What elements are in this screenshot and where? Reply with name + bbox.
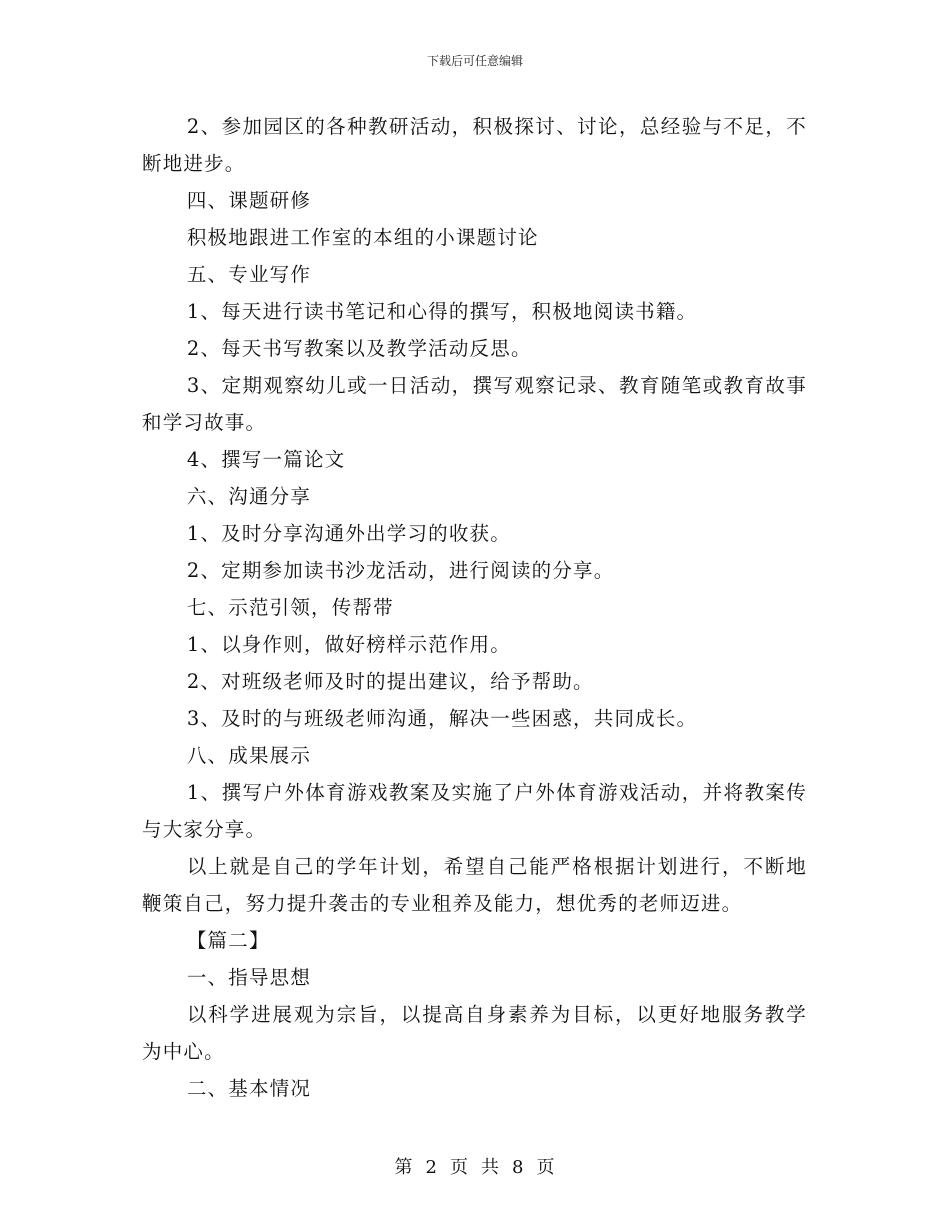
paragraph: 2、定期参加读书沙龙活动，进行阅读的分享。 [186, 559, 615, 582]
paragraph: 2、对班级老师及时的提出建议，给予帮助。 [186, 670, 594, 693]
page-header-note: 下载后可任意编辑 [426, 54, 523, 68]
paragraph: 以上就是自己的学年计划，希望自己能严格根据计划进行，不断地鞭策自己，努力提升袭击的专业租养及能力，想优秀的老师迈进。 [142, 855, 807, 915]
footer-current-page: 2 [425, 1157, 438, 1178]
document-body [142, 108, 807, 1107]
footer-label-total-unit: 页 [536, 1157, 556, 1178]
section-heading: 八、成果展示 [186, 744, 312, 767]
section-heading: 六、沟通分享 [186, 485, 312, 508]
footer-label-total: 共 [481, 1157, 500, 1178]
paragraph: 1、撰写户外体育游戏教案及实施了户外体育游戏活动，并将教案传与大家分享。 [142, 781, 807, 841]
paragraph: 积极地跟进工作室的本组的小课题讨论 [186, 226, 539, 249]
paragraph: 1、以身作则，做好榜样示范作用。 [186, 633, 511, 656]
paragraph: 以科学进展观为宗旨，以提高自身素养为目标，以更好地服务教学为中心。 [142, 1003, 807, 1063]
paragraph: 3、定期观察幼儿或一日活动，撰写观察记录、教育随笔或教育故事和学习故事。 [142, 374, 807, 434]
section-heading: 五、专业写作 [186, 263, 312, 286]
section-heading: 四、课题研修 [186, 189, 312, 212]
section-heading: 七、示范引领，传帮带 [186, 596, 394, 619]
footer-label-page: 第 [394, 1157, 414, 1178]
paragraph: 4、撰写一篇论文 [186, 448, 346, 471]
paragraph: 2、参加园区的各种教研活动，积极探讨、讨论，总经验与不足，不断地进步。 [142, 115, 807, 175]
paragraph: 3、及时的与班级老师沟通，解决一些困惑，共同成长。 [186, 707, 698, 730]
section-heading: 二、基本情况 [186, 1077, 312, 1100]
footer-label-page-unit: 页 [450, 1157, 469, 1178]
paragraph: 2、每天书写教案以及教学活动反思。 [186, 337, 532, 360]
page-footer [0, 1153, 950, 1179]
footer-total-pages: 8 [512, 1157, 525, 1178]
part-heading: 【篇二】 [186, 929, 270, 952]
paragraph: 1、每天进行读书笔记和心得的撰写，积极地阅读书籍。 [186, 300, 698, 323]
paragraph: 1、及时分享沟通外出学习的收获。 [186, 522, 511, 545]
section-heading: 一、指导思想 [186, 966, 312, 989]
